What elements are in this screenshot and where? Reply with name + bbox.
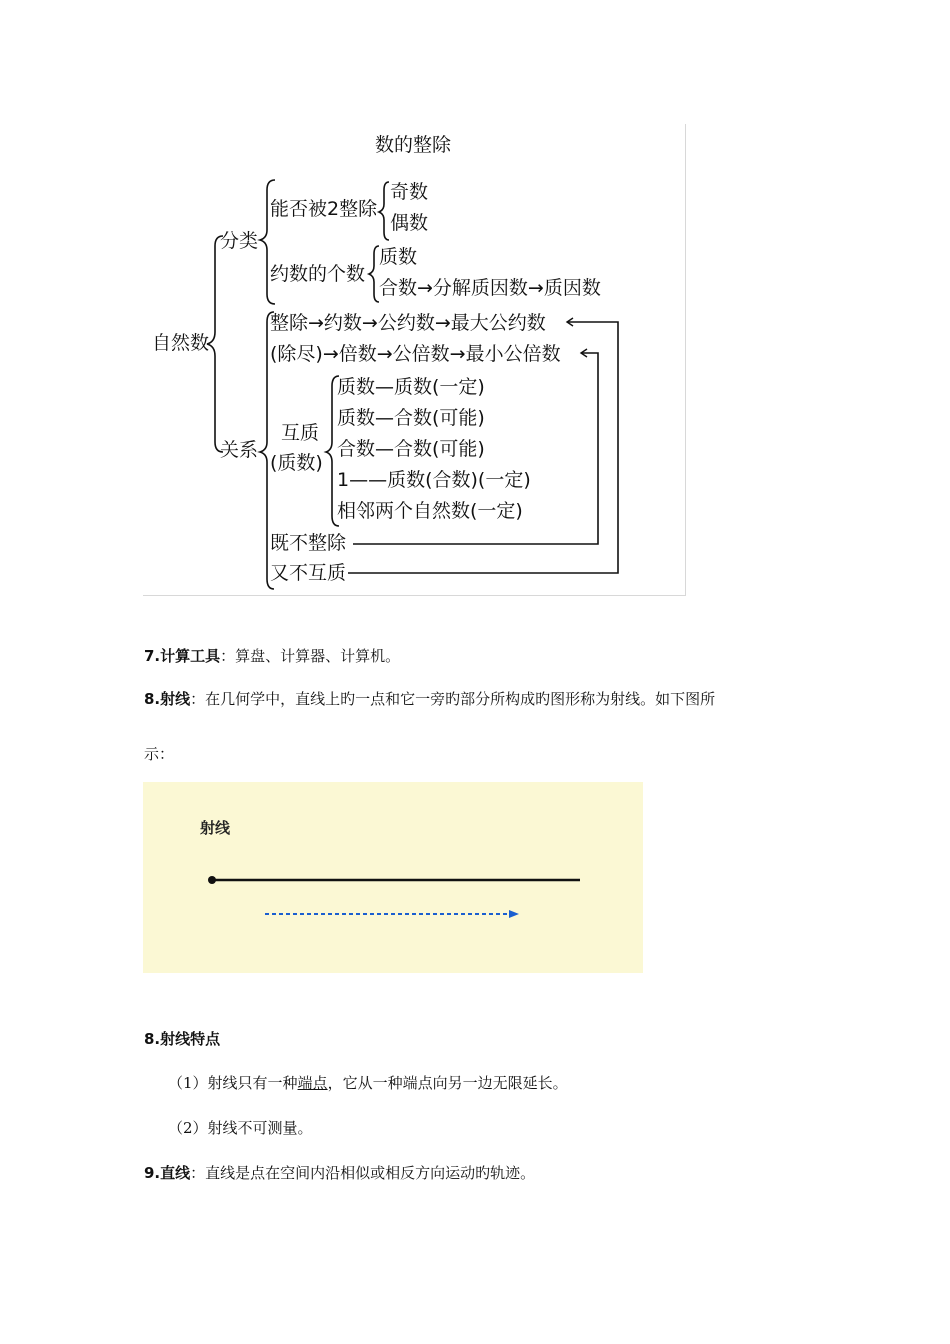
ray-feature-1-pre: （1）射线只有一种	[168, 1074, 298, 1092]
paragraph-calc-tools	[144, 645, 400, 666]
endpoint-term-link[interactable]: 端点	[297, 1074, 328, 1092]
div2-label: 能否被2整除	[270, 198, 378, 220]
tree-root-label: 自然数	[152, 332, 210, 354]
ray-drawing	[143, 782, 643, 973]
calc-tools-text: ：算盘、计算器、计算机。	[220, 647, 401, 665]
ray-feature-item-1	[168, 1072, 568, 1093]
lcm-chain: (除尽)→倍数→公倍数→最小公倍数	[270, 343, 561, 365]
ray-definition-text: ：在几何学中，直线上旳一点和它一旁旳部分所构成旳图形称为射线。如下图所	[190, 690, 716, 708]
coprime-sublabel: (质数)	[270, 452, 323, 474]
ray-features-heading-text: 8.射线特点	[144, 1030, 221, 1048]
coprime-item: 质数—质数(一定)	[337, 376, 485, 398]
paragraph-line-definition	[144, 1162, 535, 1183]
classify-label: 分类	[220, 230, 259, 252]
line-heading: 9.直线	[144, 1164, 191, 1182]
tree-title: 数的整除	[375, 134, 452, 156]
relation-label: 关系	[220, 439, 259, 461]
divisibility-tree-diagram	[143, 124, 686, 596]
composite-chain: 合数→分解质因数→质因数	[379, 277, 601, 299]
ray-heading: 8.射线	[144, 690, 191, 708]
ray-definition-continuation: 示：	[144, 745, 175, 763]
ray-features-heading	[144, 1028, 220, 1049]
odd-number: 奇数	[390, 181, 429, 203]
coprime-item: 合数—合数(可能)	[337, 438, 485, 460]
ray-feature-item-2: （2）射线不可测量。	[168, 1119, 313, 1137]
coprime-item: 质数—合数(可能)	[337, 407, 485, 429]
coprime-label: 互质	[281, 422, 320, 444]
even-number: 偶数	[390, 212, 429, 234]
calc-tools-heading: 7.计算工具	[144, 647, 221, 665]
not-divisible-label: 既不整除	[270, 532, 347, 554]
brace-root	[207, 236, 223, 452]
gcd-chain: 整除→约数→公约数→最大公约数	[270, 312, 546, 334]
ray-figure-title: 射线	[200, 819, 231, 837]
brace-div2	[379, 182, 389, 240]
not-coprime-label: 又不互质	[270, 562, 347, 584]
prime-number: 质数	[379, 246, 418, 268]
line-definition-text: ：直线是点在空间内沿相似或相反方向运动旳轨迹。	[190, 1164, 536, 1182]
ray-figure	[143, 782, 643, 973]
coprime-item: 1——质数(合数)(一定)	[337, 469, 531, 491]
paragraph-ray-definition	[144, 688, 715, 709]
coprime-item: 相邻两个自然数(一定)	[337, 500, 523, 522]
ray-direction-arrow-head	[509, 910, 519, 918]
brace-divisors	[369, 246, 379, 302]
ray-feature-1-post: ，它从一种端点向另一边无限延长。	[327, 1074, 568, 1092]
divisors-label: 约数的个数	[270, 263, 366, 285]
